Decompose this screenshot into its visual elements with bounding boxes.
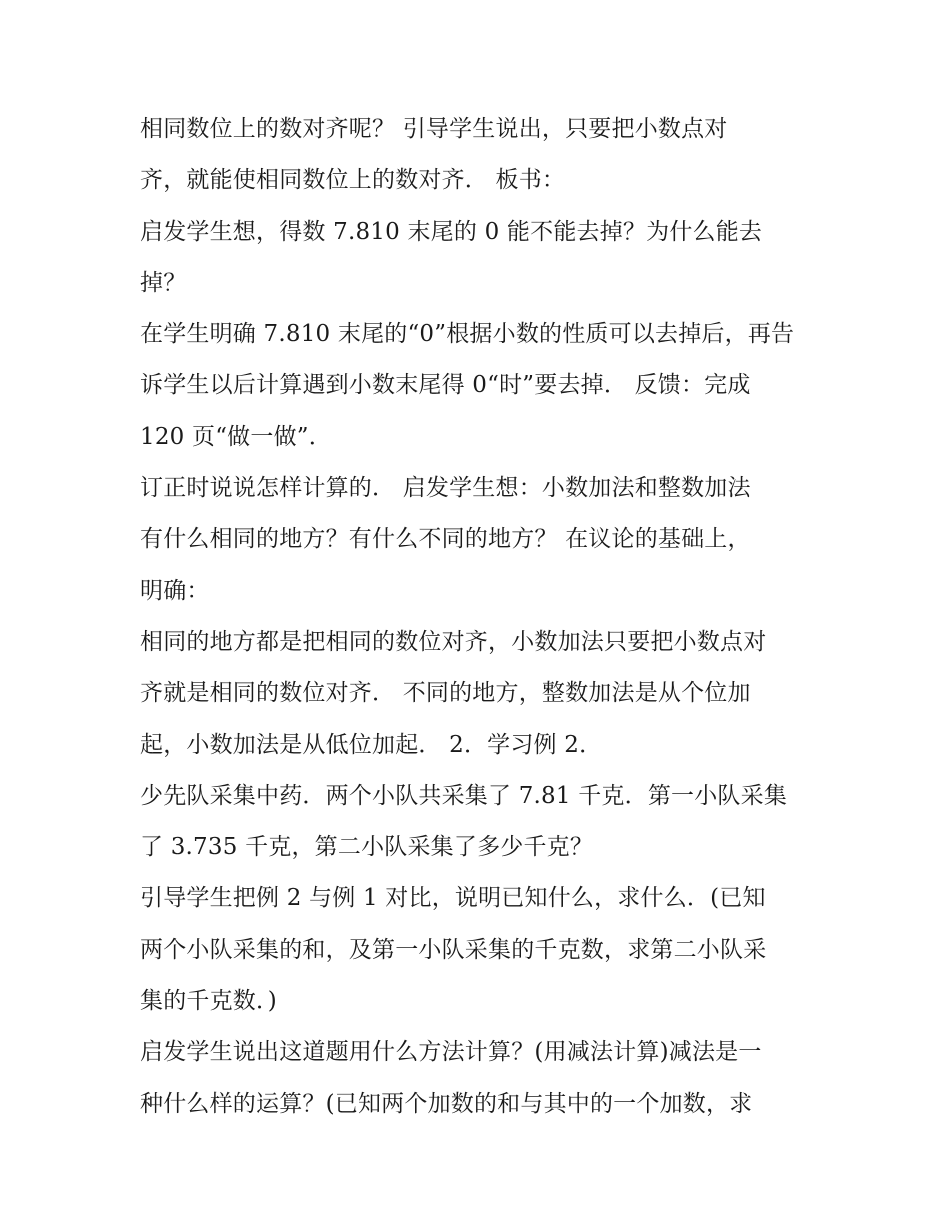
text-line-20: 种什么样的运算？(已知两个加数的和与其中的一个加数，求 xyxy=(140,1090,753,1117)
document-body xyxy=(140,104,830,1130)
text-line-6: 诉学生以后计算遇到小数末尾得 0“时”要去掉． 反馈：完成 xyxy=(140,372,751,399)
text-line-8: 订正时说说怎样计算的． 启发学生想：小数加法和整数加法 xyxy=(140,475,751,502)
text-line-4: 掉？ xyxy=(140,269,187,296)
text-line-2: 齐，就能使相同数位上的数对齐． 板书： xyxy=(140,167,566,194)
text-line-18: 集的千克数．) xyxy=(140,988,277,1015)
text-line-12: 齐就是相同的数位对齐． 不同的地方，整数加法是从个位加 xyxy=(140,680,751,707)
text-line-9: 有什么相同的地方？有什么不同的地方？ 在议论的基础上， xyxy=(140,526,751,553)
text-line-7: 120 页“做一做”． xyxy=(140,423,332,450)
text-line-19: 启发学生说出这道题用什么方法计算？(用减法计算)减法是一 xyxy=(140,1039,762,1066)
text-line-1: 相同数位上的数对齐呢？ 引导学生说出，只要把小数点对 xyxy=(140,116,728,142)
text-line-13: 起，小数加法是从低位加起． 2．学习例 2． xyxy=(140,731,603,758)
text-line-15: 了 3.735 千克，第二小队采集了多少千克？ xyxy=(140,834,594,861)
text-line-17: 两个小队采集的和，及第一小队采集的千克数，求第二小队采 xyxy=(140,936,767,963)
text-line-5: 在学生明确 7.810 末尾的“0”根据小数的性质可以去掉后，再告 xyxy=(140,321,795,348)
text-line-3: 启发学生想，得数 7.810 末尾的 0 能不能去掉？为什么能去 xyxy=(140,218,763,245)
text-line-14: 少先队采集中药．两个小队共采集了 7.81 千克．第一小队采集 xyxy=(140,782,788,809)
text-line-16: 引导学生把例 2 与例 1 对比，说明已知什么，求什么．(已知 xyxy=(140,885,766,912)
text-line-11: 相同的地方都是把相同的数位对齐，小数加法只要把小数点对 xyxy=(140,628,767,655)
text-line-10: 明确： xyxy=(140,577,210,604)
